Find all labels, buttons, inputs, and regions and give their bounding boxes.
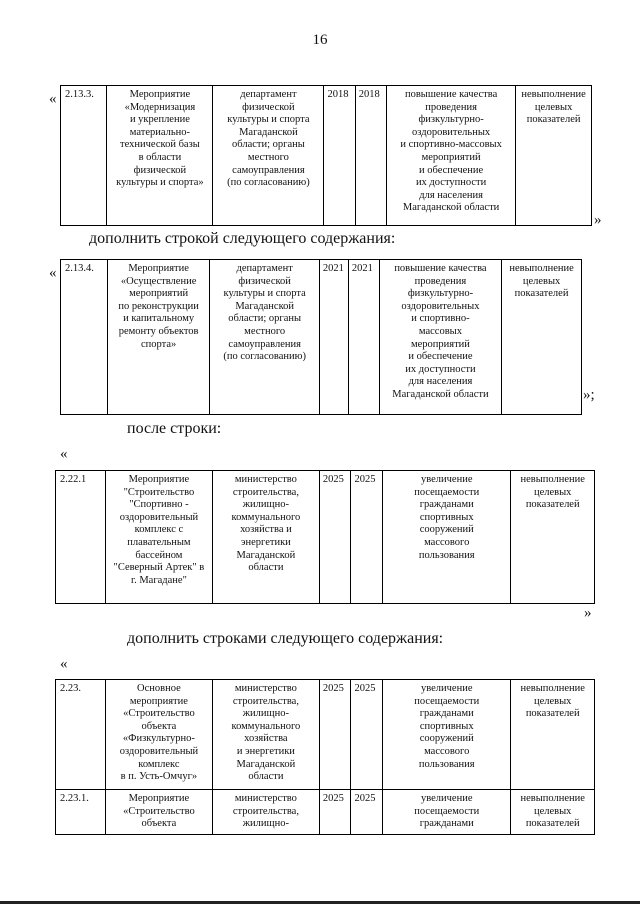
cell-line: и спортивно- [411,313,470,325]
cell-line: невыполнение [520,474,585,485]
cell-line: оздоровительный [119,511,199,523]
cell-line: массовых [418,325,462,337]
cell-line: коммунального [231,511,301,523]
cell-event [107,86,213,226]
cell-year-end: 2025 [351,790,383,835]
cell-line: "Спортивно - [129,499,189,511]
open-quote: « [49,91,57,107]
cell-line: (по согласованию) [223,351,306,363]
cell-year-start: 2025 [319,790,351,835]
cell-line: показателей [525,818,580,830]
cell-line: для населения [419,189,483,201]
cell-line: оздоровительных [412,126,491,138]
cell-line: и спортивно-массовых [400,139,502,151]
cell-line: и капитальному [123,313,195,325]
cell-year-start: 2025 [319,471,351,604]
cell-line: физической [133,164,187,176]
close-quote: » [584,605,592,621]
cell-line: массового [424,745,470,757]
cell-event [107,260,210,415]
cell-line: показателей [514,288,569,300]
cell-year-start: 2025 [319,680,351,790]
cell-line: строительства, [232,486,299,498]
paragraph-add-row: дополнить строкой следующего содержания: [89,230,396,247]
cell-risk [511,680,595,790]
cell-line: и энергетики [236,745,295,757]
cell-line: гражданами [419,818,474,830]
cell-year-end: 2021 [348,260,379,415]
cell-line: министерство [234,474,297,485]
cell-line: показателей [526,114,581,126]
cell-line: хозяйства и [240,524,292,536]
cell-line: физкультурно- [418,114,484,126]
paragraph-add-rows: дополнить строками следующего содержания: [127,630,444,647]
cell-number: 2.23.1. [56,790,106,835]
cell-line: Магаданской области [392,388,489,400]
cell-result [383,471,511,604]
cell-year-end: 2025 [351,471,383,604]
cell-line: области [248,562,284,574]
cell-executor [213,86,324,226]
cell-line: гражданами [419,499,474,511]
cell-line: посещаемости [414,486,480,498]
open-quote: « [60,656,68,672]
cell-line: «Осуществление [120,275,197,287]
cell-line: невыполнение [521,89,586,100]
cell-risk [511,790,595,835]
cell-line: хозяйства [244,733,288,745]
cell-line: плавательным [127,536,191,548]
cell-line: комплекс [138,758,180,770]
cell-executor [212,471,319,604]
cell-line: «Модернизация [124,101,196,113]
cell-result [383,680,511,790]
cell-line: оздоровительных [401,300,480,312]
cell-line: увеличение [420,793,473,804]
cell-line: министерство [234,793,297,804]
close-quote: » [594,212,602,228]
cell-line: целевых [533,695,572,707]
cell-line: для населения [408,376,473,388]
table-row [56,790,595,835]
cell-risk [516,86,592,226]
cell-line: и обеспечение [408,351,473,363]
cell-line: проведения [414,275,467,287]
table-row [56,680,595,790]
cell-line: невыполнение [520,793,585,804]
cell-line: целевых [522,275,561,287]
cell-line: спорта» [140,338,177,350]
cell-line: сооружений [419,524,474,536]
cell-line: «Физкультурно- [122,733,195,745]
cell-number: 2.13.3. [61,86,107,226]
paragraph-after-row: после строки: [127,420,222,437]
cell-number: 2.13.4. [61,260,108,415]
cell-line: области; органы [232,139,305,151]
cell-risk [511,471,595,604]
cell-line: Мероприятие [128,474,190,485]
cell-number: 2.22.1 [56,471,106,604]
cell-line: оздоровительный [119,745,199,757]
cell-line: культуры и спорта [227,114,310,126]
cell-line: комплекс с [134,524,184,536]
cell-line: области; органы [228,313,302,325]
cell-line: и обеспечение [419,164,484,176]
cell-line: жилищно- [242,499,289,511]
page-number: 16 [312,32,328,48]
cell-line: технической базы [120,139,200,151]
cell-line: министерство [234,683,297,694]
open-quote: « [60,446,68,462]
cell-line: пользования [418,549,475,561]
cell-line: коммунального [231,720,301,732]
cell-line: повышение качества [394,263,487,274]
cell-line: жилищно- [242,818,289,830]
cell-line: целевых [533,486,572,498]
table-row-2-13-4 [60,259,582,415]
cell-line: физической [242,101,295,113]
cell-line: объекта [141,720,177,732]
cell-line: Мероприятие [129,89,191,100]
cell-line: Магаданской [239,126,298,138]
cell-line: мероприятий [129,288,189,300]
cell-line: Магаданской [235,300,295,312]
cell-line: гражданами [419,708,474,720]
cell-line: Мероприятие [128,793,190,804]
cell-line: по реконструкции [118,300,199,312]
cell-line: культуры и спорта [223,288,306,300]
cell-line: (по согласованию) [227,177,310,189]
open-quote: « [49,265,57,281]
cell-line: самоуправления [232,164,305,176]
cell-line: показателей [525,499,580,511]
cell-line: показателей [525,708,580,720]
cell-year-start: 2021 [319,260,348,415]
cell-line: объекта [141,818,177,830]
cell-line: невыполнение [520,683,585,694]
table-row-2-13-3 [60,85,592,226]
cell-result [379,260,501,415]
cell-line: Магаданской [236,758,296,770]
cell-line: увеличение [420,683,473,694]
cell-line: департамент [236,263,293,274]
cell-line: мероприятий [410,338,470,350]
cell-line: их доступности [405,363,476,375]
cell-line: увеличение [420,474,473,485]
cell-line: проведения [425,101,477,113]
cell-line: "Северный Артек" в [113,562,205,574]
cell-executor [212,790,319,835]
cell-line: жилищно- [242,708,289,720]
cell-line: «Строительство [123,708,195,720]
cell-line: Магаданской области [402,202,500,214]
cell-line: Основное [137,683,181,694]
cell-line: пользования [418,758,475,770]
cell-line: спортивных [419,720,474,732]
cell-number: 2.23. [56,680,106,790]
cell-line: "Строительство [123,486,195,498]
cell-year-end: 2018 [355,86,386,226]
cell-event [105,790,212,835]
cell-line: посещаемости [414,805,480,817]
cell-result [383,790,511,835]
cell-line: физкультурно- [407,288,474,300]
cell-line: их доступности [415,177,487,189]
cell-line: физической [238,275,291,287]
cell-year-end: 2025 [351,680,383,790]
table-row-2-22-1 [55,470,595,604]
close-quote-semicolon: »; [583,387,595,403]
cell-line: целевых [534,101,573,113]
cell-risk [502,260,582,415]
table-row [56,471,595,604]
cell-line: местного [247,151,289,163]
table-row [61,86,592,226]
cell-executor [212,680,319,790]
cell-line: в п. Усть-Омчуг» [120,771,198,783]
cell-line: местного [244,325,286,337]
cell-line: Магаданской [236,549,296,561]
cell-year-start: 2018 [324,86,355,226]
table-rows-2-23 [55,679,595,835]
cell-line: материально- [129,126,191,138]
cell-line: г. Магадане" [130,574,187,586]
cell-event [105,471,212,604]
cell-line: энергетики [241,536,291,548]
cell-result [387,86,516,226]
cell-line: спортивных [419,511,474,523]
cell-line: бассейном [135,549,183,561]
cell-line: «Строительство [123,805,195,817]
table-row [61,260,582,415]
cell-line: самоуправления [228,338,301,350]
cell-line: культуры и спорта» [116,177,204,189]
cell-line: мероприятие [129,695,188,707]
cell-line: и укрепление [129,114,190,126]
cell-line: целевых [533,805,572,817]
cell-executor [210,260,319,415]
cell-line: в области [138,151,182,163]
cell-event [105,680,212,790]
cell-line: массового [424,536,470,548]
cell-line: сооружений [419,733,474,745]
page-edge-line [0,901,640,904]
cell-line: области [248,771,284,783]
cell-line: невыполнение [509,263,574,274]
cell-line: департамент [240,89,297,100]
cell-line: ремонту объектов [118,325,199,337]
cell-line: посещаемости [414,695,480,707]
cell-line: строительства, [232,695,299,707]
cell-line: мероприятий [421,151,481,163]
cell-line: строительства, [232,805,299,817]
cell-line: Мероприятие [128,263,189,274]
cell-line: повышение качества [404,89,498,100]
